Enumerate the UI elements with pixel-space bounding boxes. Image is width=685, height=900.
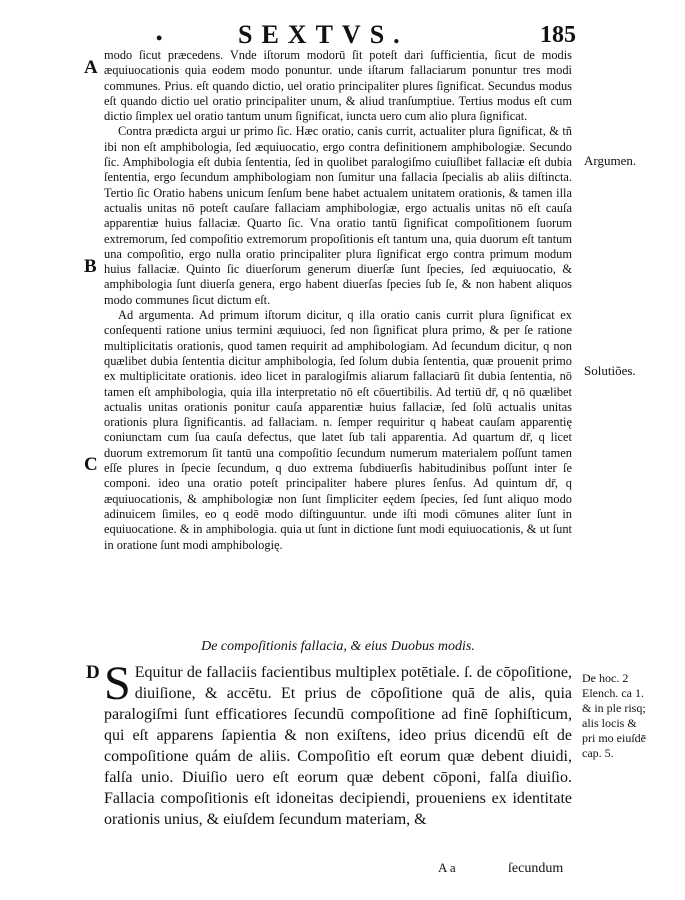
header-ornament: • bbox=[156, 28, 163, 48]
catchword: ſecundum bbox=[508, 861, 564, 876]
drop-capital: S bbox=[104, 657, 131, 710]
running-title: SEXTVS. bbox=[238, 20, 409, 49]
paragraph-3: Ad argumenta. Ad primum iſtorum dicitur, q illa oratio canis currit plura ſignificat ex conſequenti ratione unius termini æquiuoci, ſed non ſignificat plura primo, & per ſe ratione multiplicitatis orationis, quod tamen requirit ad amphibologiam. Ad ſecundum dicitur, q non quælibet dubia ſententia dicitur amphibologia, ſed ſolum dubia ſententia, quæ prouenit primo ex multiplicitate orationis. ideo licet in paralogiſmis aliarum fallaciarū ſit dubia ſententia, nō tamen eſt amphibologia, quia illa interpretatio nō eſt cōuertibilis. Ad tertiū dr̄, q nō quælibet actualis unitas orationis ponitur cauſa apparentiæ huius fallaciæ, ſed ſolū actualis unitas orationis plura ſignificantis. ad fallaciam. n. ſemper requiritur q habeat cauſam apparentię coniunctam cum ſua cauſa defectus, que latet ſub tali apparentia. Ad quartum dr̄, q licet duorum extremorum ſit tantū una compoſitio ſecundum numerum materialem poſſunt tamen eſſe plures in ſpecie ſecundum, q duo extrema ſubdiuerſis habitudinibus poſſunt inter ſe componi. ideo una oratio poteſt principaliter habere plures ſenſus. Ad quintum dr̄, q æquiuocationis, & amphibologiæ non ſunt ſimpliciter eędem ſpecies, ſed ſunt aliquo modo adinuicem ſimiles, eo q eodē modo diſtinguuntur. unde iſti modi cōmunes aliter ſunt in equiuocatione. & in amphibologia. quia ut ſunt in dictione ſunt modi equiuocationis, & ut ſunt in oratione ſunt modi amphibologię. bbox=[104, 308, 572, 552]
section-marker-d: D bbox=[86, 662, 100, 683]
main-text-block bbox=[104, 48, 572, 553]
section-heading: De compoſitionis fallacia, & eius Duobus modis. bbox=[201, 639, 475, 654]
marginal-note-argumenta: Argumen. bbox=[584, 153, 637, 168]
large-paragraph bbox=[104, 657, 572, 830]
running-header bbox=[110, 20, 580, 50]
large-paragraph-text: Equitur de fallaciis facientibus multiplex potētiale. ſ. de cōpoſitione, diuiſione, & accētu. Et prius de cōpoſitione quā de alis, quia paralogiſmi ſunt efficatiores ſecundū compoſitione ad finē ſophiſticum, qui eſt apparens ſapientia & non exiſtens, ideo prius dicendū eſt de compoſitione quám de aliis. Compoſitio eſt eorum quæ debent diuidi, falſa unio. Diuiſio uero eſt eorum quæ debent cōponi, falſa diuiſio. Fallacia compoſitionis eſt idoneitas decipiendi, proueniens ex identitate orationis unius, & eiuſdem ſecundum materiam, & bbox=[104, 664, 572, 828]
marginal-note-solutiones: Solutiões. bbox=[584, 363, 636, 378]
signature-mark: A a bbox=[438, 860, 456, 875]
page-number: 185 bbox=[540, 22, 576, 48]
section-marker-c: C bbox=[84, 454, 98, 475]
section-marker-b: B bbox=[84, 256, 97, 277]
marginal-note-reference: De hoc. 2 Elench. ca 1. & in ple risq; alis locis & pri mo eiuſdē cap. 5. bbox=[582, 671, 646, 760]
section-marker-a: A bbox=[84, 57, 98, 78]
paragraph-1: modo ſicut præcedens. Vnde iſtorum modorū ſit poteſt dari ſufficientia, ſicut de modis æquiuocationis quia eodem modo ponuntur. unde iſtarum fallaciarum ponuntur tres modi communes. Prius. eſt quando dictio, uel oratio principaliter plures ſignificat. Secundus modus eſt quando dictio uel oratio principaliter unum, & aliud tranſumptiue. Tertius modus eſt cum dictio ſimplex uel oratio tantum unum ſignificat, iuncta uero cum alio plura ſignificat. bbox=[104, 48, 572, 124]
paragraph-2: Contra prædicta argui ur primo ſic. Hæc oratio, canis currit, actualiter plura ſignificat, & tñ ibi non eſt amphibologia, ſed æquiuocatio, ergo contra definitionem amphibologiæ. Secundo ſic. Amphibologia eſt dubia ſententia, ſed in quolibet paralogiſmo cuiuſlibet fallaciæ eſt dubia ſententia, ergo ſecundum amphibologiam non ſumitur una fallacia ſpecialis ab aliis diſtincta. Tertio ſic Oratio habens unicum ſenſum bene habet actualem unitatem orationis, & tamen illa actualis unitas nō poteſt cauſare fallaciam amphibologiæ, ergo actualis unitas nō eſt cauſa apparentiæ huius fallaciæ. Quarto ſic. Vna oratio tantū ſignificat compoſitionem ſuorum extremorum, ſed compoſitio extremorum propoſitionis eſt tantum una, quia duorum eſt tantum una compoſitio, ergo nulla oratio principaliter plura ſignificat ergo contra primum modum huius fallaciæ. Quinto ſic diuerſorum generum diuerſæ ſunt ſpecies, ſed æquiuocatio, & amphibologia ſunt diuerſa genera, ergo habent diuerſas ſpecies ſub ſe, & non habent aliquos modo communes ſicut dictum eſt. bbox=[104, 124, 572, 307]
